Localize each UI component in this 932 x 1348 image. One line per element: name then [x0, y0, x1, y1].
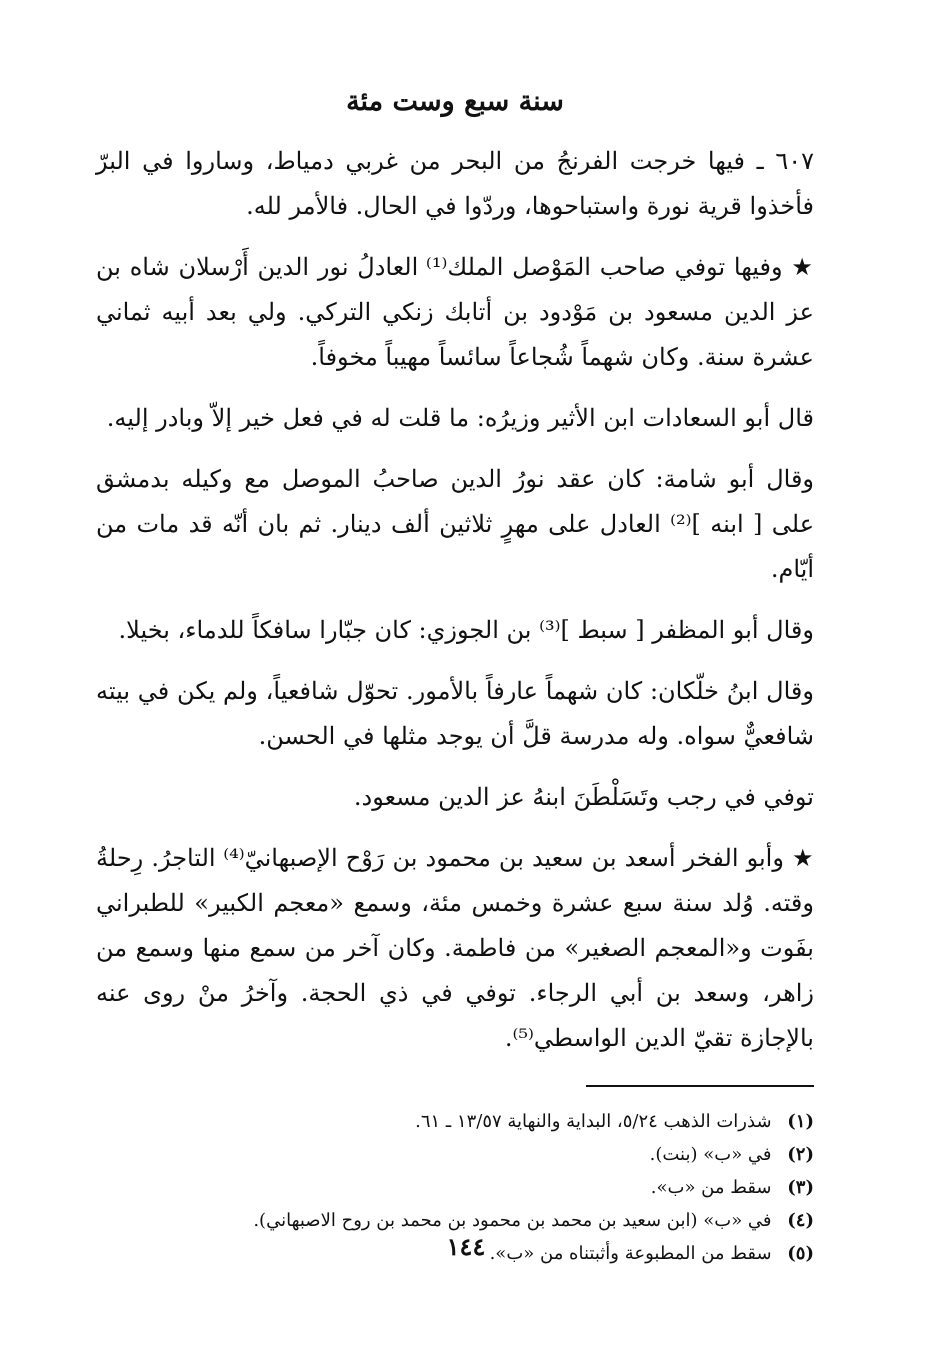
- paragraph-sibt-quote: وقال أبو المظفر [ سبط ]⁽³⁾ بن الجوزي: كان جبّارا سافكاً للدماء، بخيلا.: [118, 616, 814, 644]
- footnote-text: في «ب» (ابن سعيد بن محمد بن محمود بن محمد بن روح الاصبهاني).: [253, 1210, 772, 1231]
- paragraph-ibn-athir-quote: قال أبو السعادات ابن الأثير وزيرُه: ما قلت له في فعل خير إلاّ وبادر إليه.: [106, 404, 814, 432]
- footnote-item: [96, 1171, 814, 1204]
- paragraph-obituary-asad: ★ وأبو الفخر أسعد بن سعيد بن محمود بن رَوْح الإصبهانيّ⁽⁴⁾ التاجرُ. رِحلةُ وقته. وُلد سنة سبع عشرة وخمس مئة، وسمع «معجم الكبير» للطبراني بفَوت و«المعجم الصغير» من فاطمة. وكان آخر من سمع منها وسمع من زاهر، وسعد بن أبي الرجاء. توفي في ذي الحجة. وآخرُ منْ روى عنه بالإجازة تقيّ الدين الواسطي⁽⁵⁾.: [96, 844, 814, 1052]
- footnote-item: [96, 1105, 814, 1138]
- paragraph-year-entry: ٦٠٧ ـ فيها خرجت الفرنجُ من البحر من غربي دمياط، وساروا في البرّ فأخذوا قرية نورة واستباحوها، وردّوا في الحال. فالأمر لله.: [96, 147, 814, 220]
- paragraph-death-note: توفي في رجب وتَسَلْطَنَ ابنهُ عز الدين مسعود.: [353, 783, 814, 811]
- footnote-text: سقط من المطبوعة وأثبتناه من «ب».: [489, 1243, 772, 1264]
- footnote-number: (٢): [787, 1144, 814, 1165]
- footnote-item: [96, 1138, 814, 1171]
- paragraph-abu-shama-quote: وقال أبو شامة: كان عقد نورُ الدين صاحبُ الموصل مع وكيله بدمشق على [ ابنه ]⁽²⁾ العادل على مهرٍ ثلاثين ألف دينار. ثم بان أنّه قد مات من أيّام.: [96, 465, 815, 583]
- body-text: [96, 139, 814, 1061]
- page-title: سنة سبع وست مئة: [346, 86, 564, 117]
- footnote-number: (١): [787, 1111, 814, 1132]
- footnote-divider: [586, 1085, 814, 1087]
- footnote-text: سقط من «ب».: [650, 1177, 772, 1198]
- page-number: ١٤٤: [446, 1232, 486, 1261]
- footnote-number: (٣): [787, 1177, 814, 1198]
- paragraph-ibn-khallikan-quote: وقال ابنُ خلّكان: كان شهماً عارفاً بالأمور. تحوّل شافعياً، ولم يكن في بيته شافعيٌّ سواه. وله مدرسة قلَّ أن يوجد مثلها في الحسن.: [96, 677, 814, 750]
- footnote-text: شذرات الذهب ٥/٢٤، البداية والنهاية ١٣/٥٧ ـ ٦١.: [415, 1111, 772, 1132]
- footnote-text: في «ب» (بنت).: [649, 1144, 772, 1165]
- footnote-number: (٥): [787, 1243, 814, 1264]
- footnote-number: (٤): [787, 1210, 814, 1231]
- paragraph-obituary-arslan-shah: ★ وفيها توفي صاحب المَوْصل الملك⁽¹⁾ العادلُ نور الدين أَرْسلان شاه بن عز الدين مسعود بن مَوْدود بن أتابك زنكي التركي. ولي بعد أبيه ثماني عشرة سنة. وكان شهماً شُجاعاً سائساً مهيباً مخوفاً.: [96, 253, 815, 371]
